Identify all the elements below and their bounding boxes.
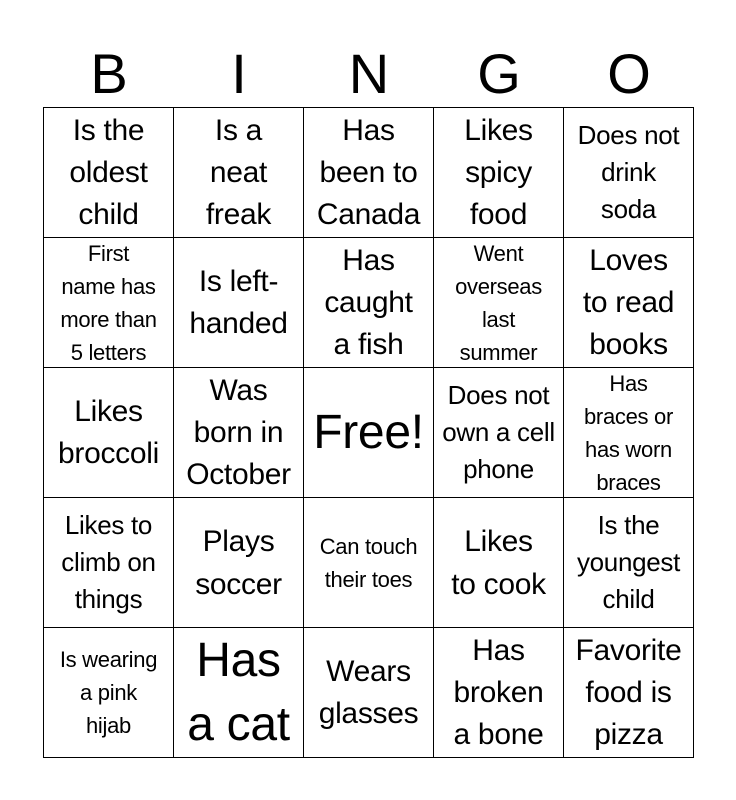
header-letter-i: I [231, 42, 247, 105]
cell-text: Is the oldest child [69, 113, 148, 231]
cell-text: Likes spicy food [464, 113, 533, 231]
bingo-cell[interactable] [564, 108, 694, 238]
cell-text: Does not own a cell phone [442, 380, 555, 484]
cell-text: Went overseas last summer [455, 240, 542, 365]
bingo-cell[interactable] [304, 238, 434, 368]
header-letter-b: B [90, 42, 128, 105]
cell-text: Is the youngest child [576, 510, 681, 614]
cell-text: Likes to climb on things [61, 510, 156, 614]
bingo-cell[interactable] [564, 498, 694, 628]
bingo-cell[interactable] [44, 238, 174, 368]
bingo-cell[interactable] [304, 628, 434, 758]
cell-text: Was born in October [186, 373, 291, 491]
bingo-cell[interactable] [304, 108, 434, 238]
cell-text: Has been to Canada [316, 113, 421, 231]
bingo-cell[interactable] [44, 498, 174, 628]
bingo-board [43, 107, 694, 758]
bingo-cell[interactable] [174, 238, 304, 368]
bingo-cell[interactable] [44, 628, 174, 758]
cell-text: Can touch their toes [319, 533, 418, 592]
bingo-cell[interactable] [174, 108, 304, 238]
bingo-cell[interactable] [174, 368, 304, 498]
cell-text: Plays soccer [195, 524, 282, 601]
bingo-cell[interactable] [564, 238, 694, 368]
bingo-cell[interactable] [564, 628, 694, 758]
cell-text: Does not drink soda [577, 120, 680, 224]
bingo-cell[interactable] [304, 498, 434, 628]
bingo-cell[interactable] [434, 498, 564, 628]
bingo-cell[interactable] [44, 108, 174, 238]
cell-text: Has braces or has worn braces [583, 370, 673, 495]
bingo-cell[interactable] [434, 368, 564, 498]
header-letter-o: O [607, 42, 651, 105]
cell-text: Has caught a fish [324, 243, 413, 361]
cell-text: Likes to cook [451, 524, 546, 601]
cell-text: Loves to read books [582, 243, 675, 361]
bingo-cell[interactable] [174, 628, 304, 758]
cell-text: Is left- handed [189, 264, 288, 340]
bingo-cell[interactable] [44, 368, 174, 498]
cell-text: Likes broccoli [58, 394, 159, 470]
bingo-cell[interactable] [564, 368, 694, 498]
cell-text: Has broken a bone [453, 633, 544, 751]
header-letter-g: G [477, 42, 521, 105]
cell-text: Has a cat [187, 633, 290, 751]
cell-text: First name has more than 5 letters [60, 240, 157, 365]
cell-text: Is wearing a pink hijab [59, 647, 158, 738]
bingo-cell[interactable] [434, 238, 564, 368]
bingo-header [44, 40, 694, 108]
header-letter-n: N [348, 42, 390, 105]
cell-text: Is a neat freak [205, 113, 272, 231]
free-space[interactable] [304, 368, 434, 498]
cell-text: Favorite food is pizza [575, 633, 682, 751]
cell-text: Wears glasses [318, 654, 419, 730]
free-space-label: Free! [313, 405, 424, 459]
bingo-cell[interactable] [174, 498, 304, 628]
bingo-cell[interactable] [434, 628, 564, 758]
bingo-cell[interactable] [434, 108, 564, 238]
